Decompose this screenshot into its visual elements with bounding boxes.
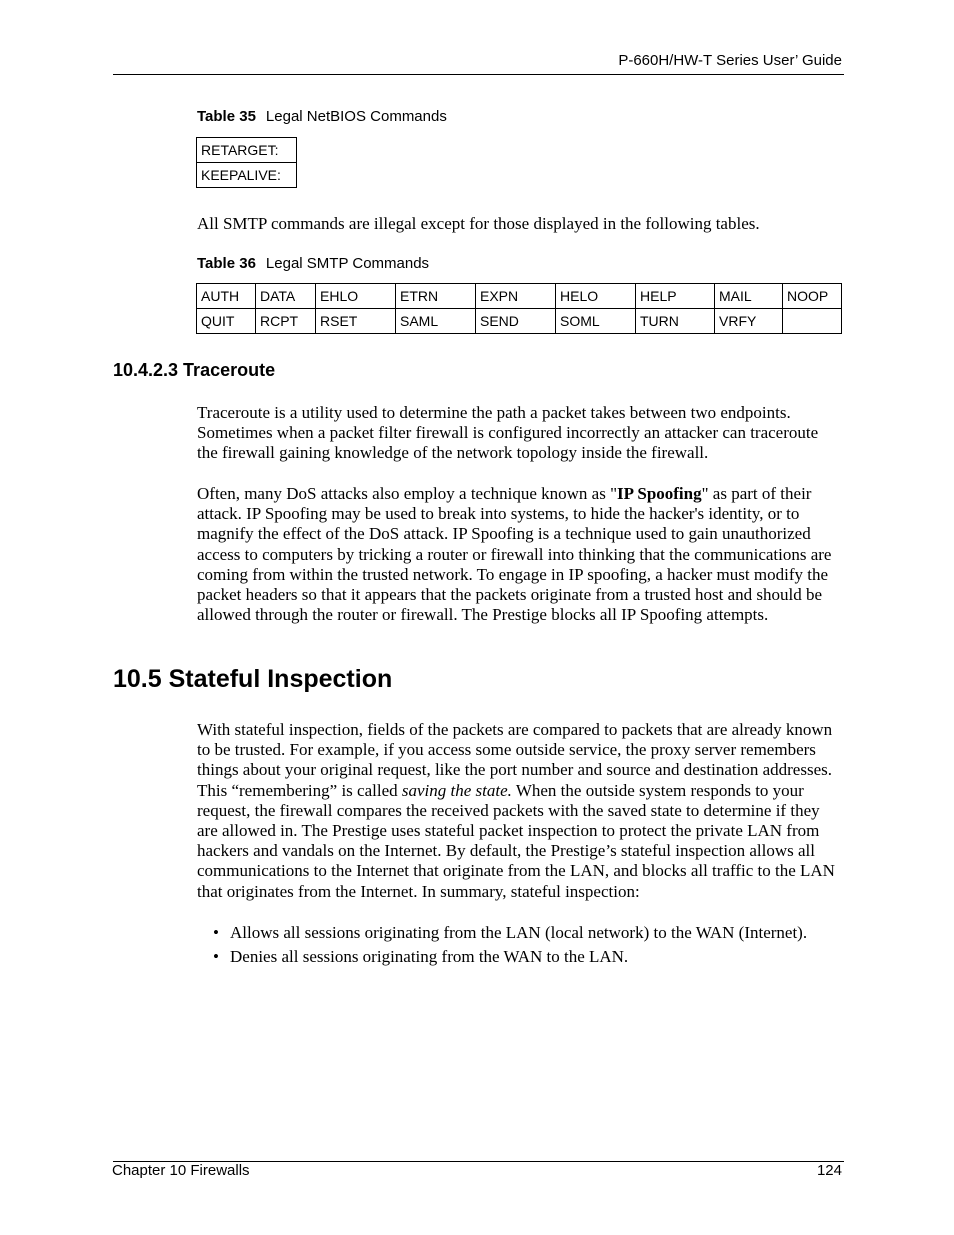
table-row xyxy=(197,138,297,163)
table-netbios-commands xyxy=(196,137,297,188)
table-cell: HELP xyxy=(636,284,715,309)
table-cell: QUIT xyxy=(197,309,256,334)
section-heading-stateful-inspection: 10.5 Stateful Inspection xyxy=(113,665,393,693)
subsection-heading-traceroute: 10.4.2.3 Traceroute xyxy=(113,360,276,380)
saving-the-state-term: saving the state. xyxy=(401,780,512,800)
traceroute-paragraph-2 xyxy=(197,484,842,625)
table-cell: HELO xyxy=(556,284,636,309)
footer-chapter: Chapter 10 Firewalls xyxy=(112,1162,250,1179)
table-cell: RSET xyxy=(316,309,396,334)
table-cell: AUTH xyxy=(197,284,256,309)
ip-spoofing-term: IP Spoofing xyxy=(617,484,702,503)
table-cell: TURN xyxy=(636,309,715,334)
list-item xyxy=(213,947,843,967)
stateful-bullet-list xyxy=(213,923,843,971)
list-item xyxy=(213,923,843,943)
table-cell: SAML xyxy=(396,309,476,334)
table-smtp-commands xyxy=(196,283,842,334)
table-cell: EHLO xyxy=(316,284,396,309)
paragraph-text xyxy=(197,484,842,625)
table-cell: NOOP xyxy=(783,284,842,309)
table-cell: SEND xyxy=(476,309,556,334)
table-35-label: Table 35 xyxy=(197,108,256,125)
header-rule xyxy=(113,74,844,75)
text-run: When the outside system responds to your request, the firewall compares the received packets with the saved state to determine if they are allowed in. The Prestige uses stateful packet inspection to protect the private LAN from hackers and vandals on the Internet. By default, the Prestige’s stateful inspection allows all communications to the Internet that originate from the LAN, and blocks all traffic to the LAN that originates from the Internet. In summary, stateful inspection: xyxy=(197,780,835,901)
text-run: With stateful inspection, fields of the packets are compared to packets that are already known to be trusted. For example, if you access some outside service, the proxy server remembers things about your original request, like the port number and source and destination addresses. This “remembering” is called xyxy=(197,720,833,800)
text-run: " as part of their attack. IP Spoofing may be used to break into systems, to hide the hacker's identity, or to magnify the effect of the DoS attack. IP Spoofing is a technique used to gain unauthorized access to computers by tricking a router or firewall into thinking that the communications are coming from within the trusted network. To engage in IP spoofing, a hacker must modify the packet headers so that it appears that the packets originate from a trusted host and should be allowed through the router or firewall. The Prestige blocks all IP Spoofing attempts. xyxy=(197,484,832,625)
table-35-caption xyxy=(197,108,447,125)
text-run: Often, many DoS attacks also employ a technique known as " xyxy=(197,484,618,503)
smtp-intro-paragraph: All SMTP commands are illegal except for those displayed in the following tables. xyxy=(197,214,760,233)
table-cell: ETRN xyxy=(396,284,476,309)
running-header: P-660H/HW-T Series User’ Guide xyxy=(618,52,842,69)
table-cell: RCPT xyxy=(256,309,316,334)
table-cell xyxy=(783,309,842,334)
table-cell: SOML xyxy=(556,309,636,334)
table-36-title: Legal SMTP Commands xyxy=(265,255,430,272)
bullet-icon: • xyxy=(213,923,219,942)
list-item-text: Allows all sessions originating from the LAN (local network) to the WAN (Internet). xyxy=(230,923,808,942)
table-cell: EXPN xyxy=(476,284,556,309)
table-row xyxy=(197,163,297,188)
table-cell: RETARGET: xyxy=(197,138,297,163)
stateful-paragraph xyxy=(197,720,842,902)
table-36-label: Table 36 xyxy=(197,255,256,272)
table-cell: VRFY xyxy=(715,309,783,334)
traceroute-paragraph-1 xyxy=(197,403,842,464)
table-row xyxy=(197,309,842,334)
bullet-icon: • xyxy=(213,947,219,967)
list-item-text: Denies all sessions originating from the WAN to the LAN. xyxy=(230,947,629,967)
paragraph-text xyxy=(197,720,842,902)
table-35-title: Legal NetBIOS Commands xyxy=(265,108,447,125)
table-row xyxy=(197,284,842,309)
paragraph-text: Traceroute is a utility used to determine the path a packet takes between two endpoints. Sometimes when a packet filter firewall is configured incorrectly an attacker can traceroute the firewall gaining knowledge of the network topology inside the firewall. xyxy=(197,403,819,463)
table-36-caption xyxy=(197,255,429,272)
table-cell: KEEPALIVE: xyxy=(197,163,297,188)
table-cell: DATA xyxy=(256,284,316,309)
page-number: 124 xyxy=(816,1162,842,1179)
table-cell: MAIL xyxy=(715,284,783,309)
